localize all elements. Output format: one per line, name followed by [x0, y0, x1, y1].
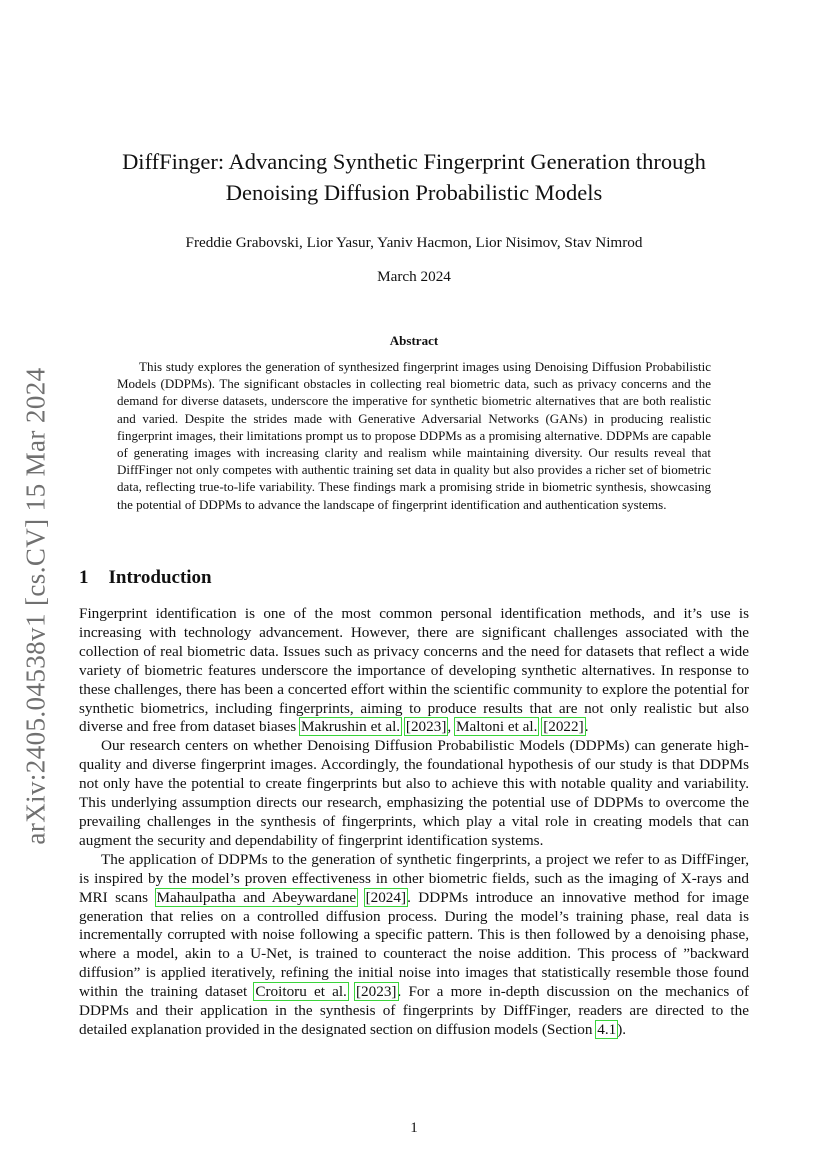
introduction-body — [79, 605, 749, 1040]
paragraph-3 — [79, 851, 749, 1040]
abstract-heading: Abstract — [389, 333, 439, 348]
citation-year-link[interactable]: [2022] — [543, 718, 584, 736]
paper-title — [79, 146, 749, 208]
section-number: 1 — [79, 567, 89, 588]
separator — [357, 889, 364, 906]
paragraph-3-text-b: . DDPMs introduce an innovative method for image generation that relies on a controlled diffusion process. During the model’s training phase, real data is incrementally corrupted with noise following a specific pattern. This is then followed by a denoising phase, where a model, akin to a U-Net, is trained to counteract the noise addition. This process of ”backward diffusion” is applied iteratively, refining the initial noise into images that statistically resemble those found within the training dataset — [79, 888, 749, 1001]
publication-date: March 2024 — [377, 268, 451, 285]
author-list: Freddie Grabovski, Lior Yasur, Yaniv Hacmon, Lior Nisimov, Stav Nimrod — [185, 234, 643, 251]
title-line-2: Denoising Diffusion Probabilistic Models — [225, 180, 603, 205]
citation-link[interactable]: Maltoni et al. — [455, 718, 538, 736]
citation-year-link[interactable]: [2023] — [356, 983, 397, 1001]
title-block — [79, 146, 749, 286]
arxiv-identifier-stamp[interactable]: arXiv:2405.04538v1 [cs.CV] 15 Mar 2024 — [20, 367, 51, 845]
citation-year-link[interactable]: [2023] — [405, 718, 447, 736]
section-heading-introduction — [79, 567, 212, 589]
abstract-text: This study explores the generation of synthesized fingerprint images using Denoising Diffusion Probabilistic Models (DDPMs). The significant obstacles in collecting real biometric data, such as privacy concerns and the demand for diverse datasets, underscore the imperative for synthetic biometric alternatives that are both realistic and varied. Despite the strides made with Generative Adversarial Networks (GANs) in producing realistic fingerprint images, their limitations prompt us to propose DDPMs as a promising alternative. DDPMs are capable of generating images with increasing clarity and realism while maintaining diversity. Our results reveal that DiffFinger not only competes with authentic training set data in quality but also provides a richer set of biometric data, reflecting true-to-life variability. These findings mark a promising stride in biometric synthesis, showcasing the potential of DDPMs to advance the landscape of fingerprint identification and authentication systems. — [117, 359, 711, 512]
paragraph-2: Our research centers on whether Denoising Diffusion Probabilistic Models (DDPMs) can generate high-quality and diverse fingerprint images. Accordingly, the foundational hypothesis of our study is that DDPMs not only have the potential to create fingerprints but also to achieve this with notable quality and variability. This underlying assumption directs our research, emphasizing the potential use of DDPMs to overcome the prevailing challenges in the synthesis of fingerprints, which play a vital role in creating models that can augment the security and dependability of fingerprint identification systems. — [79, 737, 749, 849]
title-line-1: DiffFinger: Advancing Synthetic Fingerprint Generation through — [122, 149, 706, 174]
paragraph-3-text-d: ). — [617, 1020, 627, 1038]
separator — [348, 983, 355, 1000]
separator: , — [447, 718, 455, 736]
paragraph-3-text-c: . For a more in-depth discussion on the mechanics of DDPMs and their application in the synthesis of fingerprints by DiffFinger, readers are directed to the detailed explanation provided in the designated section on diffusion models (Section — [79, 983, 750, 1038]
section-reference-link[interactable]: 4.1 — [597, 1020, 617, 1038]
sentence-end: . — [584, 718, 589, 736]
paragraph-3-text-a: The application of DDPMs to the generation of synthetic fingerprints, a project we refer to as DiffFinger, is inspired by the model’s proven effectiveness in other biometric fields, such as the imaging of X-rays and MRI scans — [79, 850, 749, 906]
paragraph-1-text: Fingerprint identification is one of the most common personal identification methods, and it’s use is increasing with technology advancement. However, there are significant challenges associated with the collection of real biometric data. Issues such as privacy concerns and the need for datasets that reflect a wide variety of biometric features underscore the importance of developing synthetic alternatives. In response to these challenges, there has been a concerted effort within the scientific community to explore the potential for synthetic biometrics, including fingerprints, aiming to produce results that are not only realistic but also diverse and free from dataset biases — [79, 605, 749, 736]
abstract-section — [117, 333, 711, 513]
citation-year-link[interactable]: [2024] — [365, 888, 407, 906]
page-number: 1 — [410, 1120, 418, 1136]
paragraph-1 — [79, 605, 749, 737]
citation-link[interactable]: Croitoru et al. — [255, 983, 347, 1001]
citation-link[interactable]: Mahaulpatha and Abeywardane — [156, 888, 357, 906]
citation-link[interactable]: Makrushin et al. — [300, 718, 401, 736]
section-title: Introduction — [108, 567, 212, 588]
